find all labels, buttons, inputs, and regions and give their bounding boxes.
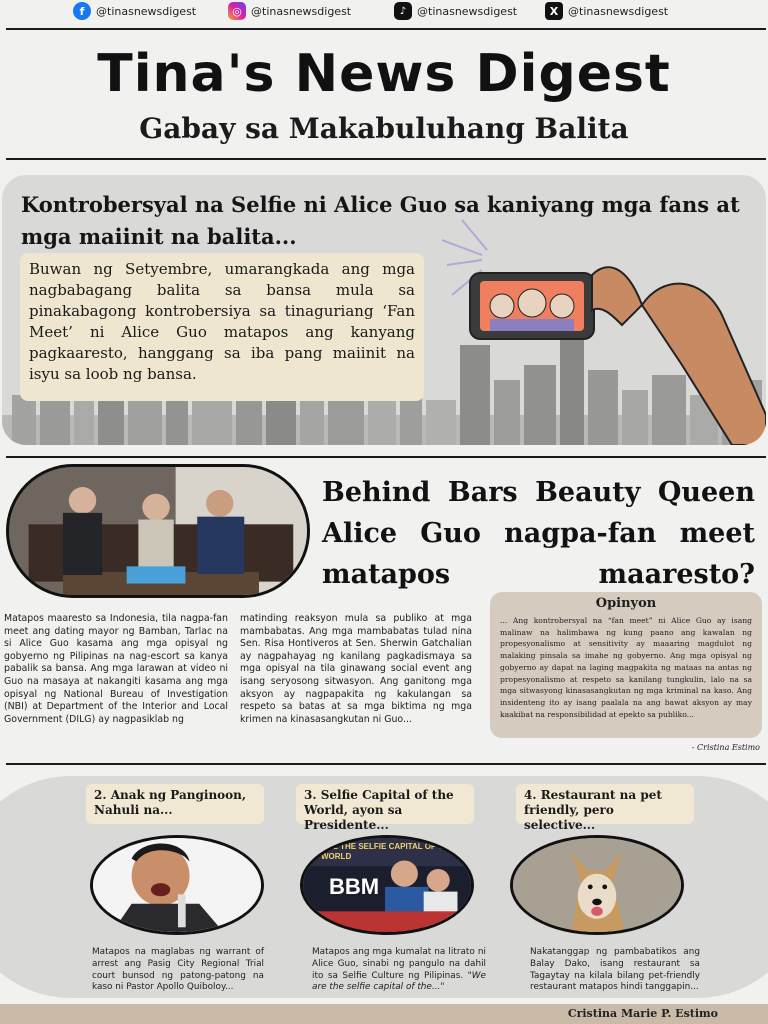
hero-summary: Buwan ng Setyembre, umarangkada ang mga nagbabagang balita sa bansa mula sa pinakabagong kontrobersiya sa tinaguriang ‘Fan Meet’ ni Alice Guo matapos ang kanyang pagkaaresto, hanggang sa iba pang maiinit na isyu sa loob ng bansa. — [20, 253, 424, 401]
story-4-title: 4. Restaurant na pet friendly, pero selective... — [516, 784, 694, 824]
x-icon: X — [545, 2, 563, 20]
story-3-block — [312, 947, 486, 994]
social-handle: @tinasnewsdigest — [417, 4, 518, 18]
bbm-logo-text: BBM — [329, 874, 380, 899]
story-2-text: Matapos na maglabas ng warrant of arrest ang Pasig City Regional Trial court bunsod ng patong-patong na kaso ni Pastor Apollo Quiboloy... — [92, 947, 264, 993]
facebook-icon: f — [73, 2, 91, 20]
social-handle: @tinasnewsdigest — [568, 4, 669, 18]
main-story-col2: matinding reaksyon mula sa publiko at mga mambabatas. Ang mga mambabatas tulad nina Sen. Risa Hontiveros at Sen. Sherwin Gatchalian ay nagpahayag ng kanilang pagkadismaya sa mga opisyal na tila ginawang social event ang isang seryosong sitwasyon. Ang ganitong mga aksyon ay nagpapakita ng kakulangan sa respeto sa batas at sa mga biktima ng mga krimen na kinasasangkutan ni Guo... — [240, 613, 472, 725]
page-title: Tina's News Digest — [97, 44, 671, 104]
opinion-heading: Opinyon — [595, 596, 657, 611]
social-x[interactable] — [545, 2, 668, 20]
bbm-image-caption: ARE THE SELFIE CAPITAL OF THE WORLD — [321, 842, 455, 861]
story-3-text: Matapos ang mga kumalat na litrato ni Alice Guo, sinabi ng pangulo na dahil ito sa Selfie Culture ng Pilipinas. — [312, 947, 486, 981]
pastor-quiboloy-photo — [90, 835, 264, 935]
page-subtitle: Gabay sa Makabuluhang Balita — [139, 112, 629, 145]
section-rule — [6, 763, 766, 765]
dog-restaurant-photo — [510, 835, 684, 935]
social-handle: @tinasnewsdigest — [251, 4, 352, 18]
hero-headline: Kontrobersyal na Selfie ni Alice Guo sa kaniyang mga fans at mga maiinit na balita... — [21, 192, 740, 249]
social-handle: @tinasnewsdigest — [96, 4, 197, 18]
story-4-text: Nakatanggap ng pambabatikos ang Balay Dako, isang restaurant sa Tagaytay na kilala bilang pet-friendly restaurant matapos hindi tanggapin... — [530, 947, 700, 993]
main-headline: Behind Bars Beauty Queen Alice Guo nagpa-fan meet matapos maaresto? — [322, 477, 755, 590]
selfie-phone-illustration — [442, 215, 766, 445]
credit-bar: Cristina Marie P. Estimo — [0, 1004, 768, 1024]
tiktok-icon: ♪ — [394, 2, 412, 20]
section-rule — [6, 456, 766, 458]
story-2-title: 2. Anak ng Panginoon, Nahuli na... — [86, 784, 264, 824]
opinion-text: ... Ang kontrobersyal na “fan meet” ni Alice Guo ay isang malinaw na halimbawa ng kung paano ang kawalan ng propesyonalismo at sensitivity ay maaaring magdulot ng malaking pinsala sa imahe ng gobyerno. Ang mga opisyal ng gobyerno ay dapat na laging magpakita ng mataas na antas ng propesyonalismo at respeto sa kanilang tungkulin, lalo na sa mga sitwasyong kinasasangkutan ng mga kriminal na kaso. Ang insidenteng ito ay isang paalala na ang bawat aksyon ay may kaakibat na responsibilidad at epekto sa publiko... — [500, 616, 752, 719]
social-bar — [0, 0, 768, 24]
opinion-signature: - Cristina Estimo — [691, 743, 760, 752]
instagram-icon: ◎ — [228, 2, 246, 20]
masthead-rule — [6, 158, 766, 160]
hero-card — [2, 175, 766, 445]
social-facebook[interactable] — [73, 2, 196, 20]
main-story-col1: Matapos maaresto sa Indonesia, tila nagpa-fan meet ang dating mayor ng Bamban, Tarlac na si Alice Guo kasama ang mga opisyal ng gobyerno ng Pilipinas na nag-escort sa kanya pabalik sa bansa. Ang mga larawan at video ni Guo na masaya at nakangiti kasama ang mga opisyal ng National Bureau of Investigation (NBI) at Department of the Interior and Local Government (DILG) ay nagpasiklab ng — [4, 613, 228, 725]
bbm-selfie-photo — [300, 835, 474, 935]
opinion-box — [490, 592, 762, 738]
top-rule — [6, 28, 766, 30]
story-3-title: 3. Selfie Capital of the World, ayon sa Presidente... — [296, 784, 474, 824]
social-tiktok[interactable] — [394, 2, 517, 20]
story-3-quote: "We are the selfie capital of the..." — [312, 970, 486, 993]
social-instagram[interactable] — [228, 2, 351, 20]
alice-guo-group-photo — [6, 464, 310, 598]
